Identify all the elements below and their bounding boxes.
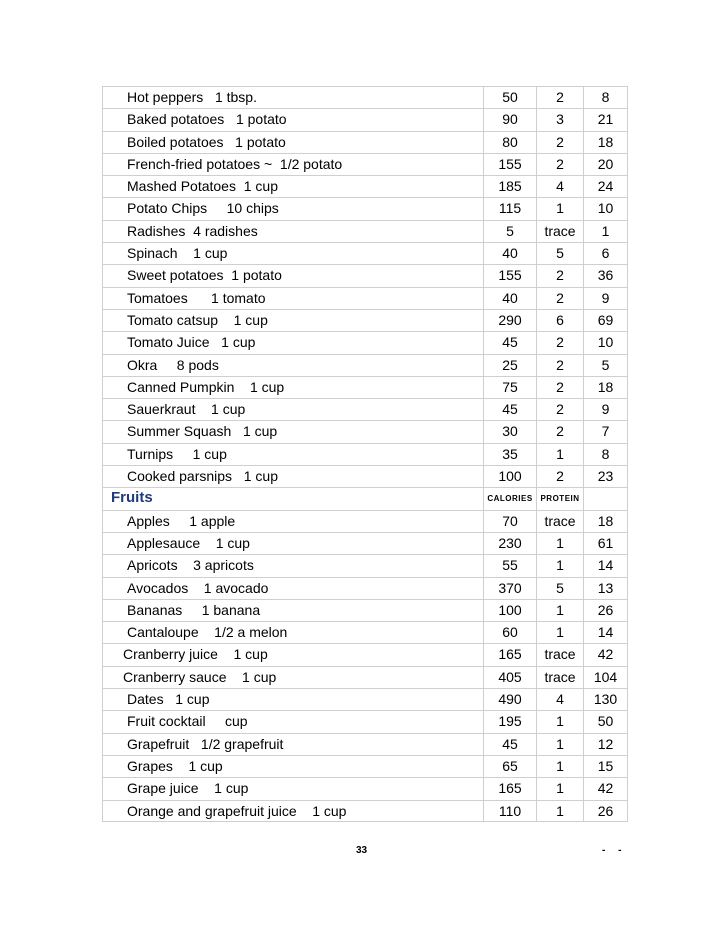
calories-value: 165	[483, 643, 536, 665]
table-row	[102, 242, 628, 264]
table-row	[102, 621, 628, 643]
carbohydrates-value: 24	[583, 175, 628, 197]
table-row	[102, 197, 628, 219]
food-name: Cranberry juice 1 cup	[102, 643, 483, 665]
protein-value: trace	[536, 643, 583, 665]
food-name: Boiled potatoes 1 potato	[102, 131, 483, 153]
calories-value: 5	[483, 220, 536, 242]
protein-value: 2	[536, 376, 583, 398]
protein-value: 1	[536, 710, 583, 732]
carbohydrates-value: 10	[583, 197, 628, 219]
table-row	[102, 420, 628, 442]
carbohydrates-value: 10	[583, 331, 628, 353]
calories-value: 195	[483, 710, 536, 732]
carbohydrates-value: 8	[583, 86, 628, 108]
calories-value: 60	[483, 621, 536, 643]
table-row	[102, 643, 628, 665]
table-row	[102, 131, 628, 153]
protein-value: 1	[536, 599, 583, 621]
protein-value: 2	[536, 354, 583, 376]
carbohydrates-value: 12	[583, 733, 628, 755]
protein-value: 1	[536, 800, 583, 822]
protein-value: 3	[536, 108, 583, 130]
calories-value: 290	[483, 309, 536, 331]
carbohydrates-value: 26	[583, 800, 628, 822]
table-row	[102, 710, 628, 732]
protein-value: trace	[536, 510, 583, 532]
carbohydrates-value: 23	[583, 465, 628, 487]
food-name: Orange and grapefruit juice 1 cup	[102, 800, 483, 822]
calories-value: 25	[483, 354, 536, 376]
calories-value: 115	[483, 197, 536, 219]
calories-value: 405	[483, 666, 536, 688]
calories-value: 35	[483, 443, 536, 465]
protein-value: 2	[536, 264, 583, 286]
protein-value: 1	[536, 621, 583, 643]
food-name: Dates 1 cup	[102, 688, 483, 710]
carbohydrates-value: 15	[583, 755, 628, 777]
table-row	[102, 287, 628, 309]
protein-value: 1	[536, 443, 583, 465]
carbohydrates-value: 7	[583, 420, 628, 442]
carbohydrates-header	[583, 487, 628, 509]
protein-value: 2	[536, 465, 583, 487]
protein-value: 2	[536, 153, 583, 175]
food-name: Mashed Potatoes 1 cup	[102, 175, 483, 197]
food-name: Tomato Juice 1 cup	[102, 331, 483, 353]
table-row	[102, 800, 628, 822]
carbohydrates-value: 36	[583, 264, 628, 286]
calories-value: 80	[483, 131, 536, 153]
table-row	[102, 554, 628, 576]
table-row	[102, 510, 628, 532]
table-row	[102, 331, 628, 353]
table-row	[102, 220, 628, 242]
protein-value: 2	[536, 420, 583, 442]
food-name: Sweet potatoes 1 potato	[102, 264, 483, 286]
calories-value: 45	[483, 733, 536, 755]
calories-value: 155	[483, 153, 536, 175]
table-row	[102, 577, 628, 599]
protein-value: 2	[536, 398, 583, 420]
section-title: Fruits	[102, 487, 483, 509]
table-row	[102, 599, 628, 621]
calories-value: 30	[483, 420, 536, 442]
food-name: Spinach 1 cup	[102, 242, 483, 264]
calories-value: 100	[483, 599, 536, 621]
food-name: Avocados 1 avocado	[102, 577, 483, 599]
table-row	[102, 777, 628, 799]
food-name: French-fried potatoes ~ 1/2 potato	[102, 153, 483, 175]
carbohydrates-value: 61	[583, 532, 628, 554]
calories-value: 70	[483, 510, 536, 532]
carbohydrates-value: 14	[583, 554, 628, 576]
table-row	[102, 309, 628, 331]
carbohydrates-value: 130	[583, 688, 628, 710]
protein-value: 2	[536, 287, 583, 309]
calories-value: 100	[483, 465, 536, 487]
fruits-section	[102, 510, 628, 822]
calories-value: 50	[483, 86, 536, 108]
protein-value: 1	[536, 733, 583, 755]
food-name: Turnips 1 cup	[102, 443, 483, 465]
calories-value: 40	[483, 287, 536, 309]
calories-value: 75	[483, 376, 536, 398]
food-name: Apples 1 apple	[102, 510, 483, 532]
food-name: Canned Pumpkin 1 cup	[102, 376, 483, 398]
table-row	[102, 443, 628, 465]
protein-value: 2	[536, 131, 583, 153]
calories-value: 55	[483, 554, 536, 576]
calories-value: 185	[483, 175, 536, 197]
food-name: Tomatoes 1 tomato	[102, 287, 483, 309]
protein-value: trace	[536, 220, 583, 242]
calories-value: 165	[483, 777, 536, 799]
table-row	[102, 733, 628, 755]
carbohydrates-value: 50	[583, 710, 628, 732]
protein-value: 5	[536, 242, 583, 264]
table-row	[102, 398, 628, 420]
protein-value: 1	[536, 532, 583, 554]
food-name: Radishes 4 radishes	[102, 220, 483, 242]
protein-value: 1	[536, 554, 583, 576]
protein-value: 4	[536, 175, 583, 197]
calories-value: 45	[483, 398, 536, 420]
food-name: Summer Squash 1 cup	[102, 420, 483, 442]
calories-value: 40	[483, 242, 536, 264]
protein-value: 6	[536, 309, 583, 331]
footer-marks: - -	[602, 845, 627, 856]
carbohydrates-value: 18	[583, 510, 628, 532]
calories-value: 65	[483, 755, 536, 777]
table-row	[102, 86, 628, 108]
carbohydrates-value: 9	[583, 398, 628, 420]
table-row	[102, 175, 628, 197]
protein-value: 1	[536, 755, 583, 777]
carbohydrates-value: 42	[583, 777, 628, 799]
carbohydrates-value: 9	[583, 287, 628, 309]
food-name: Grape juice 1 cup	[102, 777, 483, 799]
carbohydrates-value: 42	[583, 643, 628, 665]
carbohydrates-value: 8	[583, 443, 628, 465]
table-row	[102, 755, 628, 777]
carbohydrates-value: 6	[583, 242, 628, 264]
fruits-header-row	[102, 487, 628, 509]
table-row	[102, 532, 628, 554]
table-row	[102, 153, 628, 175]
carbohydrates-value: 20	[583, 153, 628, 175]
protein-value: 5	[536, 577, 583, 599]
carbohydrates-value: 18	[583, 131, 628, 153]
protein-value: 1	[536, 777, 583, 799]
protein-value: trace	[536, 666, 583, 688]
nutrition-table	[102, 86, 628, 822]
vegetables-section	[102, 86, 628, 487]
food-name: Sauerkraut 1 cup	[102, 398, 483, 420]
table-row	[102, 108, 628, 130]
calories-value: 490	[483, 688, 536, 710]
carbohydrates-value: 14	[583, 621, 628, 643]
protein-header: PROTEIN	[536, 487, 583, 509]
food-name: Potato Chips 10 chips	[102, 197, 483, 219]
calories-header: CALORIES	[483, 487, 536, 509]
food-name: Apricots 3 apricots	[102, 554, 483, 576]
food-name: Cranberry sauce 1 cup	[102, 666, 483, 688]
calories-value: 45	[483, 331, 536, 353]
table-row	[102, 666, 628, 688]
food-name: Grapes 1 cup	[102, 755, 483, 777]
carbohydrates-value: 5	[583, 354, 628, 376]
food-name: Okra 8 pods	[102, 354, 483, 376]
carbohydrates-value: 21	[583, 108, 628, 130]
protein-value: 2	[536, 86, 583, 108]
page-number: 33	[356, 845, 368, 856]
food-name: Applesauce 1 cup	[102, 532, 483, 554]
protein-value: 4	[536, 688, 583, 710]
table-row	[102, 264, 628, 286]
carbohydrates-value: 104	[583, 666, 628, 688]
calories-value: 90	[483, 108, 536, 130]
carbohydrates-value: 13	[583, 577, 628, 599]
food-name: Tomato catsup 1 cup	[102, 309, 483, 331]
carbohydrates-value: 26	[583, 599, 628, 621]
protein-value: 2	[536, 331, 583, 353]
calories-value: 155	[483, 264, 536, 286]
food-name: Hot peppers 1 tbsp.	[102, 86, 483, 108]
carbohydrates-value: 1	[583, 220, 628, 242]
calories-value: 110	[483, 800, 536, 822]
food-name: Bananas 1 banana	[102, 599, 483, 621]
table-row	[102, 354, 628, 376]
food-name: Cantaloupe 1/2 a melon	[102, 621, 483, 643]
table-row	[102, 688, 628, 710]
food-name: Baked potatoes 1 potato	[102, 108, 483, 130]
protein-value: 1	[536, 197, 583, 219]
table-row	[102, 376, 628, 398]
calories-value: 370	[483, 577, 536, 599]
calories-value: 230	[483, 532, 536, 554]
carbohydrates-value: 69	[583, 309, 628, 331]
food-name: Grapefruit 1/2 grapefruit	[102, 733, 483, 755]
food-name: Cooked parsnips 1 cup	[102, 465, 483, 487]
carbohydrates-value: 18	[583, 376, 628, 398]
food-name: Fruit cocktail cup	[102, 710, 483, 732]
table-row	[102, 465, 628, 487]
